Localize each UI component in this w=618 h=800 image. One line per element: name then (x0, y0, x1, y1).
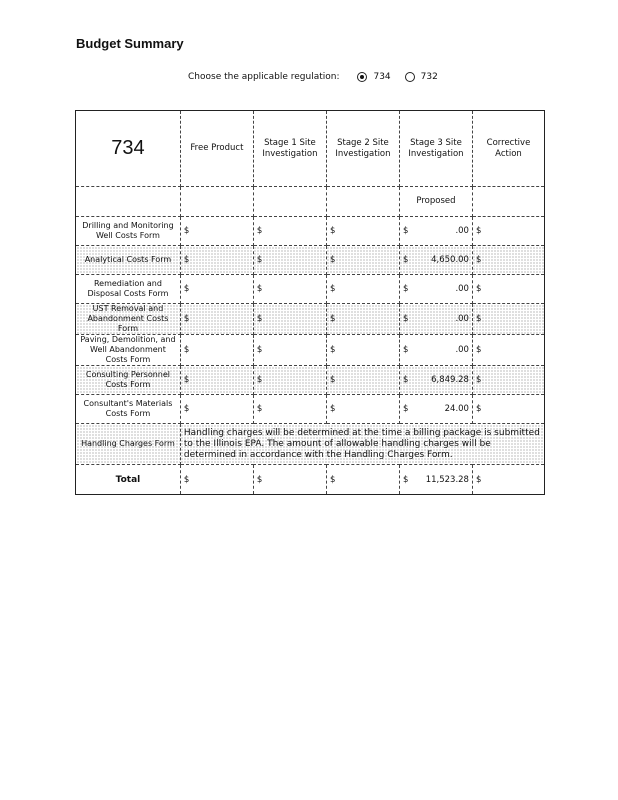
cell-stage2[interactable]: $ (326, 366, 399, 395)
cell-stage1[interactable]: $ (253, 217, 326, 246)
total-label: Total (76, 465, 181, 495)
cell-stage2[interactable]: $ (326, 395, 399, 424)
regulation-prompt: Choose the applicable regulation: (188, 72, 340, 82)
col-stage1: Stage 1 Site Investigation (253, 111, 326, 187)
cell-free-product[interactable]: $ (180, 366, 253, 395)
cell-stage1[interactable]: $ (253, 335, 326, 366)
row-label: UST Removal and Abandonment Costs Form (76, 304, 181, 335)
table-row (76, 395, 545, 424)
row-label: Paving, Demolition, and Well Abandonment Costs Form (76, 335, 181, 366)
col-stage2: Stage 2 Site Investigation (326, 111, 399, 187)
table-row (76, 304, 545, 335)
cell-stage2[interactable]: $ (326, 335, 399, 366)
cell-stage3[interactable]: $ .00 (399, 304, 472, 335)
cell-stage1[interactable]: $ (253, 275, 326, 304)
cell-stage3[interactable]: $ 4,650.00 (399, 246, 472, 275)
cell-free-product[interactable]: $ (180, 395, 253, 424)
cell-stage2[interactable]: $ (326, 304, 399, 335)
proposed-label: Proposed (399, 187, 472, 217)
cell-corrective-action[interactable]: $ (472, 395, 544, 424)
row-label: Remediation and Disposal Costs Form (76, 275, 181, 304)
budget-table (75, 110, 545, 495)
cell-free-product[interactable]: $ (180, 304, 253, 335)
row-label: Analytical Costs Form (76, 246, 181, 275)
cell-corrective-action[interactable]: $ (472, 335, 544, 366)
table-row (76, 217, 545, 246)
regulation-number: 734 (76, 111, 181, 187)
cell-corrective-action[interactable]: $ (472, 304, 544, 335)
total-corrective-action: $ (472, 465, 544, 495)
cell-free-product[interactable]: $ (180, 246, 253, 275)
total-stage2: $ (326, 465, 399, 495)
cell-corrective-action[interactable]: $ (472, 246, 544, 275)
row-label: Consultant's Materials Costs Form (76, 395, 181, 424)
cell-stage3[interactable]: $ 24.00 (399, 395, 472, 424)
page-title: Budget Summary (76, 36, 184, 51)
cell-stage1[interactable]: $ (253, 366, 326, 395)
cell-stage3[interactable]: $ .00 (399, 217, 472, 246)
regulation-selector (188, 72, 446, 82)
row-label: Drilling and Monitoring Well Costs Form (76, 217, 181, 246)
total-row (76, 465, 545, 495)
col-stage3: Stage 3 Site Investigation (399, 111, 472, 187)
handling-label: Handling Charges Form (76, 424, 181, 465)
radio-732[interactable] (405, 72, 415, 82)
cell-free-product[interactable]: $ (180, 275, 253, 304)
row-label: Consulting Personnel Costs Form (76, 366, 181, 395)
radio-732-label: 732 (420, 72, 438, 82)
handling-note: Handling charges will be determined at the time a billing package is submitted to the Illinois EPA. The amount of allowable handling charges will be determined in accordance with the Handling Charges Form. (180, 424, 544, 465)
radio-734-label: 734 (373, 72, 391, 82)
total-free-product: $ (180, 465, 253, 495)
header-row (76, 111, 545, 187)
cell-stage1[interactable]: $ (253, 304, 326, 335)
cell-stage1[interactable]: $ (253, 246, 326, 275)
total-stage1: $ (253, 465, 326, 495)
cell-corrective-action[interactable]: $ (472, 275, 544, 304)
handling-row (76, 424, 545, 465)
cell-stage3[interactable]: $ 6,849.28 (399, 366, 472, 395)
radio-734[interactable] (357, 72, 367, 82)
cell-corrective-action[interactable]: $ (472, 217, 544, 246)
cell-stage2[interactable]: $ (326, 217, 399, 246)
cell-free-product[interactable]: $ (180, 217, 253, 246)
proposed-row (76, 187, 545, 217)
table-row (76, 275, 545, 304)
col-free-product: Free Product (180, 111, 253, 187)
col-corrective-action: Corrective Action (472, 111, 544, 187)
cell-stage3[interactable]: $ .00 (399, 275, 472, 304)
cell-stage3[interactable]: $ .00 (399, 335, 472, 366)
cell-stage1[interactable]: $ (253, 395, 326, 424)
table-row (76, 246, 545, 275)
table-row (76, 366, 545, 395)
cell-free-product[interactable]: $ (180, 335, 253, 366)
cell-corrective-action[interactable]: $ (472, 366, 544, 395)
cell-stage2[interactable]: $ (326, 246, 399, 275)
table-row (76, 335, 545, 366)
total-stage3: $ 11,523.28 (399, 465, 472, 495)
cell-stage2[interactable]: $ (326, 275, 399, 304)
